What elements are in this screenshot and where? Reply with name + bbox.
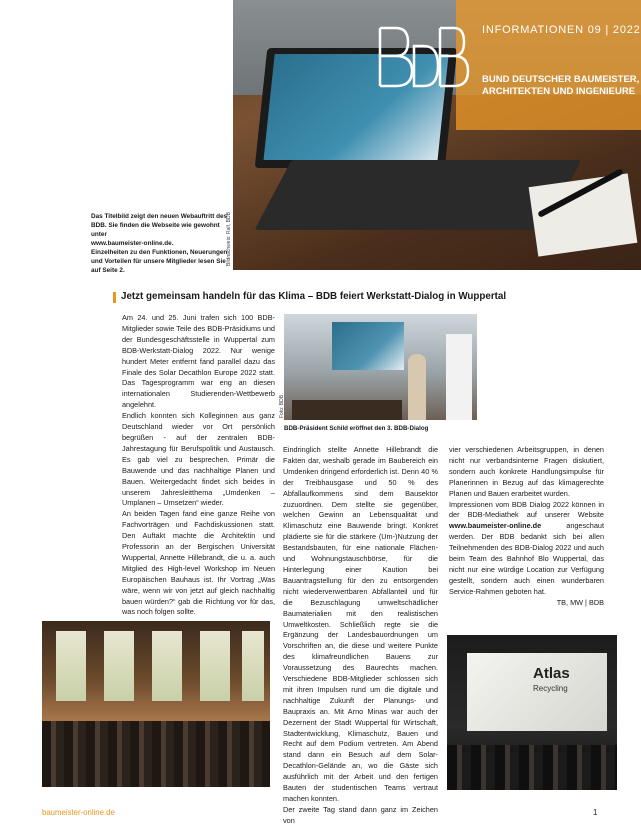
- org-line-2: ARCHITEKTEN UND INGENIEURE: [482, 86, 636, 97]
- header-overlay: [456, 0, 641, 130]
- paragraph: Am 24. und 25. Juni trafen sich 100 BDB-Mitglieder sowie Teile des BDB-Präsidiums und der Bundesgeschäftsstelle in Wuppertal zum BDB-Werkstatt-Dialog 2022. Nur wenige hundert Meter entfernt fand parallel dazu das Finale des Solar Decathlon Europe 2022 statt. Das Tagesprogramm war eng an diesen internationalen Studierenden-Wettbewerb angelehnt.: [122, 313, 275, 410]
- issue-label: INFORMATIONEN 09 | 2022: [482, 24, 641, 36]
- cover-caption-line: auf Seite 2.: [91, 267, 125, 274]
- article-column-3: [449, 445, 604, 609]
- panel-discussion-photo: [284, 314, 477, 420]
- website-link[interactable]: www.baumeister-online.de: [449, 521, 542, 531]
- paragraph: [449, 500, 604, 598]
- cover-caption-line: Das Titelbild zeigt den neuen Webauftritt des: [91, 213, 228, 220]
- paragraph: Der zweite Tag stand dann ganz im Zeichen von: [283, 804, 438, 825]
- image-credit: Foto: BDB: [279, 394, 285, 418]
- stage-podium-photo: [447, 635, 617, 790]
- article-headline: Jetzt gemeinsam handeln für das Klima – BDB feiert Werkstatt-Dialog in Wuppertal: [121, 291, 507, 302]
- paragraph: An beiden Tagen fand eine ganze Reihe von Fachvorträgen und Fachdiskussionen statt. Den Auftakt machte die Architektin und Professorin an der Bergischen Universität Wuppertal, Annette Hillebrandt, die u. a. auch Mitglied des High-level Workshop im Neuen Europäischen Bauhaus ist. Ihr Vortrag „Was wäre, wenn wir von jetzt auf gleich nachhaltig bauen würden?“ gab die Richtung vor für das, was noch folgen sollte.: [122, 509, 275, 617]
- audience-hall-photo: [42, 621, 270, 787]
- cover-caption-line: BDB. Sie finden die Webseite wie gewohnt unter: [91, 222, 220, 238]
- bdb-logo-icon: [374, 16, 470, 96]
- author-signature: TB, MW | BDB: [556, 597, 604, 607]
- screen-subtitle: Recycling: [533, 684, 568, 693]
- cover-caption: [91, 212, 231, 275]
- image-caption: BDB-Präsident Schild eröffnet den 3. BDB-Dialog: [284, 425, 429, 432]
- paragraph-text: angeschaut werden. Der BDB bedankt sich bei allen Teilnehmenden des BDB-Dialog 2022 und auch beim Team des Bahnhof Blo Wuppertal, das nicht nur eine würdige Location zur Verfügung gestellt, sondern auch einen wunderbaren Service-Rahmen geboten hat.: [449, 521, 604, 596]
- organization-name: [482, 74, 641, 98]
- footer-url[interactable]: baumeister-online.de: [42, 808, 115, 817]
- article-column-2: [283, 445, 438, 827]
- paragraph-text: Impressionen vom BDB Dialog 2022 können in der BDB-Mediathek auf unserer Website: [449, 499, 604, 520]
- org-line-1: BUND DEUTSCHER BAUMEISTER,: [482, 74, 640, 85]
- page-number: 1: [593, 808, 598, 817]
- screen-title: Atlas: [533, 665, 570, 682]
- paragraph: Eindringlich stellte Annette Hillebrandt die Fakten dar, weshalb gerade im Baubereich ein Umdenken dringend erforderlich ist. Denn 40 % der Treibhausgase und 50 % des Abfallaufkommens sind dem Bausektor zuzuordnen. Dem stellte sie gegenüber, welchen Gewinn an Lebensqualität und Klimaschutz eine Bauwende bringt. Konkret plädierte sie für die stärkere (Um-)Nutzung der Bestandsbauten, für eine nationale Flächen- und Wohnungstauschbörse, für die Hinterlegung einer Kaution bei Bauantragstellung für den zu entsorgenden nicht wiederverwertbaren Abfallanteil und für die Bezuschlagung umweltschädlicher Baumaterialien mit den realistischen Umweltkosten. Schließlich regte sie die Ergänzung der Landesbauordnungen um Vorschriften an, die diese und weitere Punkte des klimafreundlichen Bauens zur Voraussetzung des Baurechts machen. Verschiedene BDB-Mitglieder schlossen sich mit ihren Impulsen rund um die digitale und nachhaltige Zukunft der Planungs- und Baupraxis an. Mit Arno Minas war auch der Dezernent der Stadt Wuppertal für Wirtschaft, Stadtentwicklung, Klimaschutz, Bauen und Recht auf dem Podium vertreten. Am Abend stand dann ein Besuch auf dem Solar-Decathlon-Gelände an, wo die Gäste sich ausführlich mit der Arbeit und den fertigen Bauten der studentischen Teams vertraut machen konnten.: [283, 445, 438, 803]
- cover-photo-credit: Bildnachweis: Ralf, BDB: [226, 212, 232, 266]
- projection-screen: [467, 653, 607, 731]
- headline-accent-bar: [113, 292, 116, 303]
- article-column-1: [122, 313, 275, 618]
- paragraph: Endlich konnten sich Kolleginnen aus ganz Deutschland wieder vor Ort persönlich begrüßen - auf der zentralen BDB-Jahrestagung für Berufspolitik und Austausch. Es gab viel zu besprechen. Primär die Bauwende und das nachhaltige Planen und Bauen. Weitergedacht findet sich beides in unserem Jahresleitthema „Umdenken – Umplanen – Umsetzen“ wieder.: [122, 411, 275, 508]
- cover-caption-line: Einzelheiten zu den Funktionen, Neuerungen: [91, 249, 228, 256]
- cover-caption-link[interactable]: www.baumeister-online.de.: [91, 240, 174, 247]
- cover-caption-line: und Vorteilen für unsere Mitglieder lesen Sie: [91, 258, 226, 265]
- paragraph: vier verschiedenen Arbeitsgruppen, in denen nicht nur verbandsinterne Fragen diskutiert, sondern auch konkrete Handlungsimpulse für Planerinnen in Bezug auf das klimagerechte Planen und Bauen erarbeitet wurden.: [449, 445, 604, 498]
